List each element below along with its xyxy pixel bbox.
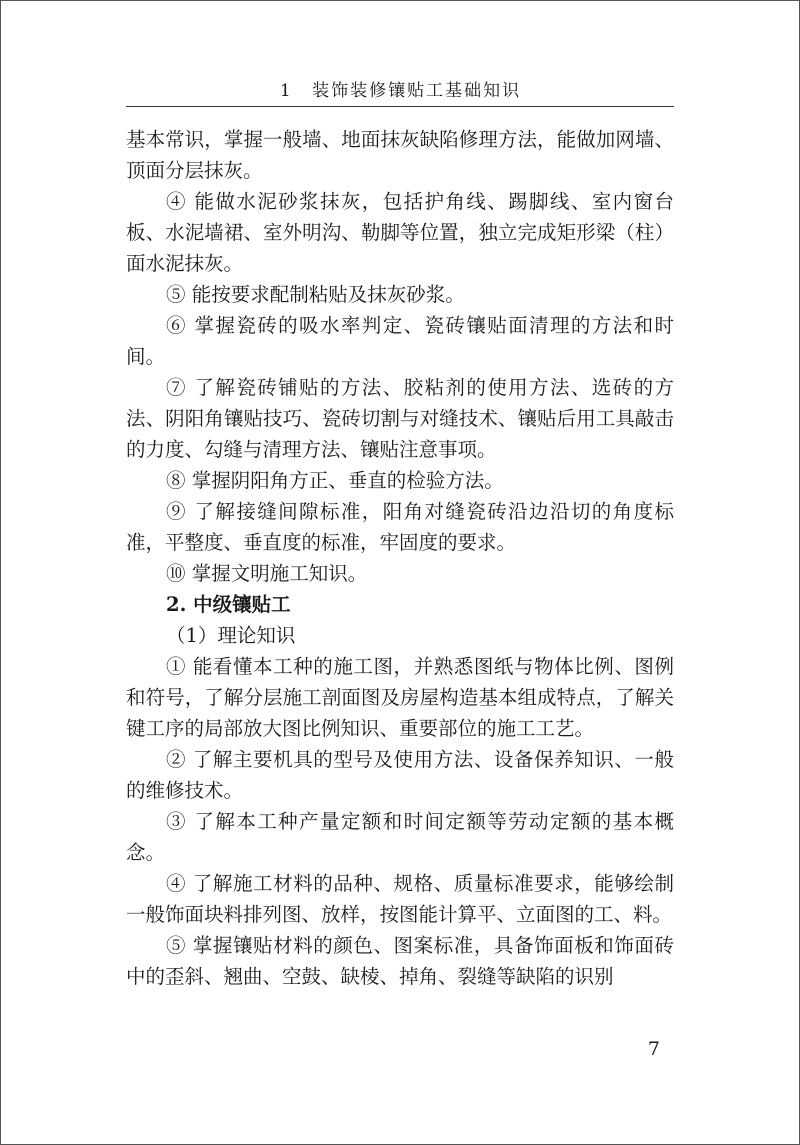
list-item-4: ④ 能做水泥砂浆抹灰，包括护角线、踢脚线、室内窗台板、水泥墙裙、室外明沟、勒脚等位置，独立完成矩形梁（柱）面水泥抹灰。 (126, 190, 674, 275)
list-item-5b: ⑤ 掌握镶贴材料的颜色、图案标准，具备饰面板和饰面砖中的歪斜、翘曲、空鼓、缺棱、掉角、裂缝等缺陷的识别 (126, 934, 674, 988)
list-item-6: ⑥ 掌握瓷砖的吸水率判定、瓷砖镶贴面清理的方法和时间。 (126, 314, 674, 368)
paragraph-continuation: 基本常识，掌握一般墙、地面抹灰缺陷修理方法，能做加网墙、顶面分层抹灰。 (126, 128, 674, 182)
list-item-9: ⑨ 了解接缝间隙标准，阳角对缝瓷砖沿边沿切的角度标准，平整度、垂直度的标准，牢固度的要求。 (126, 500, 674, 554)
body-text (126, 124, 674, 992)
header-rule (126, 106, 674, 107)
list-item-3: ③ 了解本工种产量定额和时间定额等劳动定额的基本概念。 (126, 810, 674, 864)
list-item-5: ⑤ 能按要求配制粘贴及抹灰砂浆。 (166, 283, 465, 306)
list-item-1: ① 能看懂本工种的施工图，并熟悉图纸与物体比例、图例和符号，了解分层施工剖面图及房屋构造基本组成特点，了解关键工序的局部放大图比例知识、重要部位的施工工艺。 (126, 655, 674, 740)
list-item-7: ⑦ 了解瓷砖铺贴的方法、胶粘剂的使用方法、选砖的方法、阴阳角镶贴技巧、瓷砖切割与对缝技术、镶贴后用工具敲击的力度、勾缝与清理方法、镶贴注意事项。 (126, 376, 674, 461)
list-item-4b: ④ 了解施工材料的品种、规格、质量标准要求，能够绘制一般饰面块料排列图、放样，按图能计算平、立面图的工、料。 (126, 872, 674, 926)
subsection-heading: （1）理论知识 (166, 624, 296, 647)
list-item-10: ⑩ 掌握文明施工知识。 (166, 562, 368, 585)
chapter-number: 1 (279, 81, 291, 101)
chapter-title: 装饰装修镶贴工基础知识 (312, 81, 522, 101)
running-header (128, 76, 673, 101)
list-item-2: ② 了解主要机具的型号及使用方法、设备保养知识、一般的维修技术。 (126, 748, 674, 802)
section-heading: 2. 中级镶贴工 (166, 593, 291, 616)
list-item-8: ⑧ 掌握阴阳角方正、垂直的检验方法。 (166, 469, 504, 492)
page-number: 7 (647, 1038, 660, 1060)
